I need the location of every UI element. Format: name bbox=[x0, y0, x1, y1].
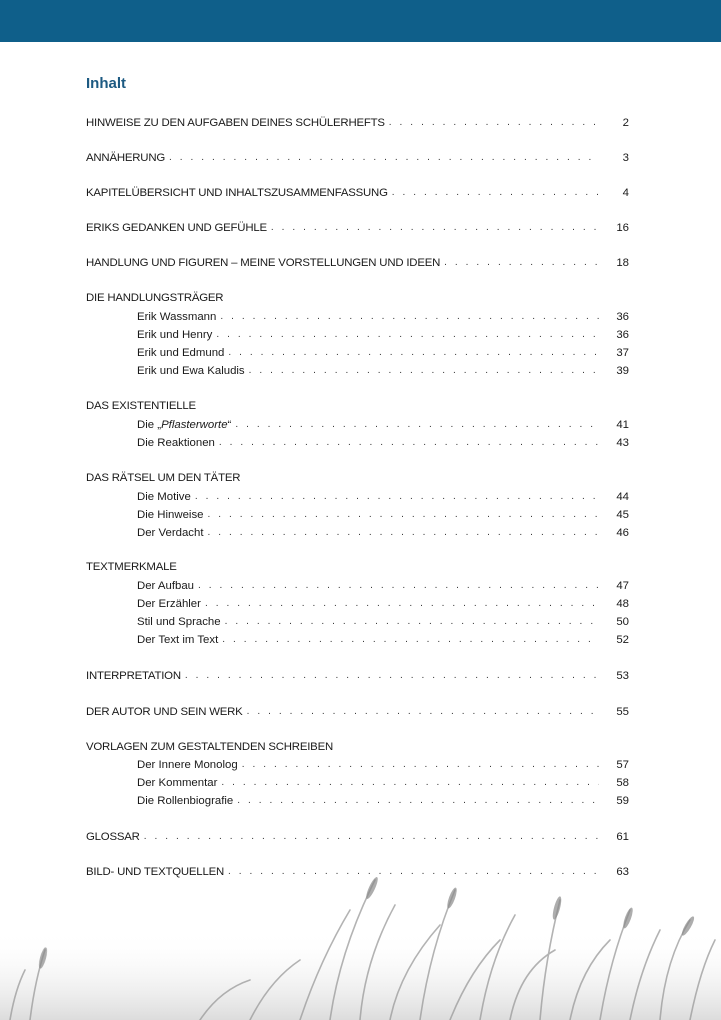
toc-entry-label: DER AUTOR UND SEIN WERK bbox=[86, 706, 243, 718]
toc-entry-page: 55 bbox=[616, 706, 629, 718]
leader-dots bbox=[242, 758, 599, 772]
leader-dots bbox=[271, 221, 599, 235]
toc-subentry-label: Die Hinweise bbox=[137, 509, 204, 521]
toc-subentry[interactable] bbox=[137, 754, 629, 772]
toc-subentry[interactable] bbox=[137, 593, 629, 611]
toc-subentry-page: 58 bbox=[616, 777, 629, 789]
toc-subentry-page: 50 bbox=[616, 616, 629, 628]
toc-entry-page: 4 bbox=[622, 187, 629, 199]
toc-subentry-label: Der Innere Monolog bbox=[137, 759, 238, 771]
toc-entry-label: HINWEISE ZU DEN AUFGABEN DEINES SCHÜLERHEFTS bbox=[86, 117, 385, 129]
toc-subentry[interactable] bbox=[137, 611, 629, 629]
toc-entry-label: HANDLUNG UND FIGUREN – MEINE VORSTELLUNGEN UND IDEEN bbox=[86, 257, 441, 269]
leader-dots bbox=[444, 256, 599, 270]
toc-entry-label: BILD- UND TEXTQUELLEN bbox=[86, 866, 225, 878]
header-bar bbox=[0, 0, 721, 42]
toc-entry-label: INTERPRETATION bbox=[86, 670, 181, 682]
toc-entry[interactable] bbox=[86, 147, 629, 165]
toc-entry-label: ANNÄHERUNG bbox=[86, 152, 166, 164]
toc-subentry[interactable] bbox=[137, 432, 629, 450]
toc-entry-page: 61 bbox=[616, 831, 629, 843]
toc-subentry[interactable] bbox=[137, 324, 629, 342]
toc-subentry-page: 36 bbox=[616, 311, 629, 323]
leader-dots bbox=[198, 579, 599, 593]
toc-entry-label: ERIKS GEDANKEN UND GEFÜHLE bbox=[86, 222, 267, 234]
grass-illustration bbox=[0, 870, 721, 1020]
leader-dots bbox=[144, 830, 599, 844]
toc-section-heading[interactable]: DAS RÄTSEL UM DEN TÄTER bbox=[86, 472, 241, 484]
leader-dots bbox=[222, 633, 599, 647]
toc-subentry-page: 39 bbox=[616, 365, 629, 377]
leader-dots bbox=[219, 436, 599, 450]
toc-section-heading[interactable]: TEXTMERKMALE bbox=[86, 561, 177, 573]
leader-dots bbox=[389, 116, 599, 130]
leader-dots bbox=[205, 597, 599, 611]
toc-subentry-page: 36 bbox=[616, 329, 629, 341]
label-italic: Pflasterworte bbox=[161, 419, 228, 431]
toc-subentry-page: 48 bbox=[616, 598, 629, 610]
toc-section-heading[interactable]: DAS EXISTENTIELLE bbox=[86, 400, 196, 412]
toc-subentry-label: Erik und Edmund bbox=[137, 347, 225, 359]
toc-subentry-label: Der Text im Text bbox=[137, 634, 219, 646]
toc-entry-page: 18 bbox=[616, 257, 629, 269]
toc-subentry-page: 41 bbox=[616, 419, 629, 431]
toc-entry-page: 63 bbox=[616, 866, 629, 878]
toc-entry-label: GLOSSAR bbox=[86, 831, 140, 843]
toc-subentry[interactable] bbox=[137, 342, 629, 360]
leader-dots bbox=[228, 346, 599, 360]
leader-dots bbox=[225, 615, 599, 629]
toc-subentry-label: Der Kommentar bbox=[137, 777, 218, 789]
toc-subentry-label: Stil und Sprache bbox=[137, 616, 221, 628]
toc-subentry[interactable] bbox=[137, 486, 629, 504]
toc-section-heading[interactable]: DIE HANDLUNGSTRÄGER bbox=[86, 292, 224, 304]
toc-subentry-label: Die Motive bbox=[137, 491, 191, 503]
label-prefix: Die „ bbox=[137, 419, 162, 431]
toc-subentry-label: Die Reaktionen bbox=[137, 437, 215, 449]
toc-section-heading[interactable]: VORLAGEN ZUM GESTALTENDEN SCHREIBEN bbox=[86, 741, 334, 753]
toc-subentry-label: Erik Wassmann bbox=[137, 311, 217, 323]
leader-dots bbox=[237, 794, 599, 808]
toc-subentry-label: Die Rollenbiografie bbox=[137, 795, 234, 807]
toc-entry-page: 2 bbox=[622, 117, 629, 129]
leader-dots bbox=[247, 705, 599, 719]
toc-subentry-page: 44 bbox=[616, 491, 629, 503]
leader-dots bbox=[207, 526, 599, 540]
toc-entry-label: KAPITELÜBERSICHT UND INHALTSZUSAMMENFASSUNG bbox=[86, 187, 388, 199]
leader-dots bbox=[221, 776, 599, 790]
toc-entry[interactable] bbox=[86, 182, 629, 200]
toc-subentry[interactable] bbox=[137, 414, 629, 432]
toc-subentry-page: 43 bbox=[616, 437, 629, 449]
leader-dots bbox=[392, 186, 599, 200]
leader-dots bbox=[220, 310, 599, 324]
toc-subentry-page: 47 bbox=[616, 580, 629, 592]
toc-subentry-page: 37 bbox=[616, 347, 629, 359]
toc-entry[interactable] bbox=[86, 252, 629, 270]
toc-subentry[interactable] bbox=[137, 629, 629, 647]
toc-subentry[interactable] bbox=[137, 306, 629, 324]
toc-subentry-page: 52 bbox=[616, 634, 629, 646]
toc-subentry[interactable] bbox=[137, 504, 629, 522]
toc-entry-page: 3 bbox=[622, 152, 629, 164]
toc-entry[interactable] bbox=[86, 112, 629, 130]
toc-subentry[interactable] bbox=[137, 522, 629, 540]
toc-subentry[interactable] bbox=[137, 575, 629, 593]
leader-dots bbox=[195, 490, 599, 504]
toc-subentry[interactable] bbox=[137, 772, 629, 790]
leader-dots bbox=[249, 364, 599, 378]
toc-subentry-page: 45 bbox=[616, 509, 629, 521]
toc-subentry-label: Der Erzähler bbox=[137, 598, 201, 610]
toc-subentry[interactable] bbox=[137, 360, 629, 378]
toc-entry[interactable] bbox=[86, 826, 629, 844]
leader-dots bbox=[169, 151, 599, 165]
toc-subentry-label bbox=[137, 418, 235, 432]
leader-dots bbox=[185, 669, 599, 683]
toc-entry-page: 16 bbox=[616, 222, 629, 234]
toc-subentry-label: Der Aufbau bbox=[137, 580, 194, 592]
toc-subentry-label: Der Verdacht bbox=[137, 527, 204, 539]
toc-subentry-label: Erik und Henry bbox=[137, 329, 213, 341]
toc-subentry-page: 46 bbox=[616, 527, 629, 539]
toc-subentry[interactable] bbox=[137, 790, 629, 808]
toc-entry[interactable] bbox=[86, 665, 629, 683]
toc-entry[interactable] bbox=[86, 701, 629, 719]
leader-dots bbox=[207, 508, 599, 522]
toc-subentry-page: 57 bbox=[616, 759, 629, 771]
page-title: Inhalt bbox=[86, 75, 126, 92]
toc-entry-page: 53 bbox=[616, 670, 629, 682]
toc-subentry-label: Erik und Ewa Kaludis bbox=[137, 365, 245, 377]
label-suffix: “ bbox=[227, 419, 232, 431]
leader-dots bbox=[235, 418, 599, 432]
toc-entry[interactable] bbox=[86, 217, 629, 235]
leader-dots bbox=[216, 328, 599, 342]
toc-subentry-page: 59 bbox=[616, 795, 629, 807]
